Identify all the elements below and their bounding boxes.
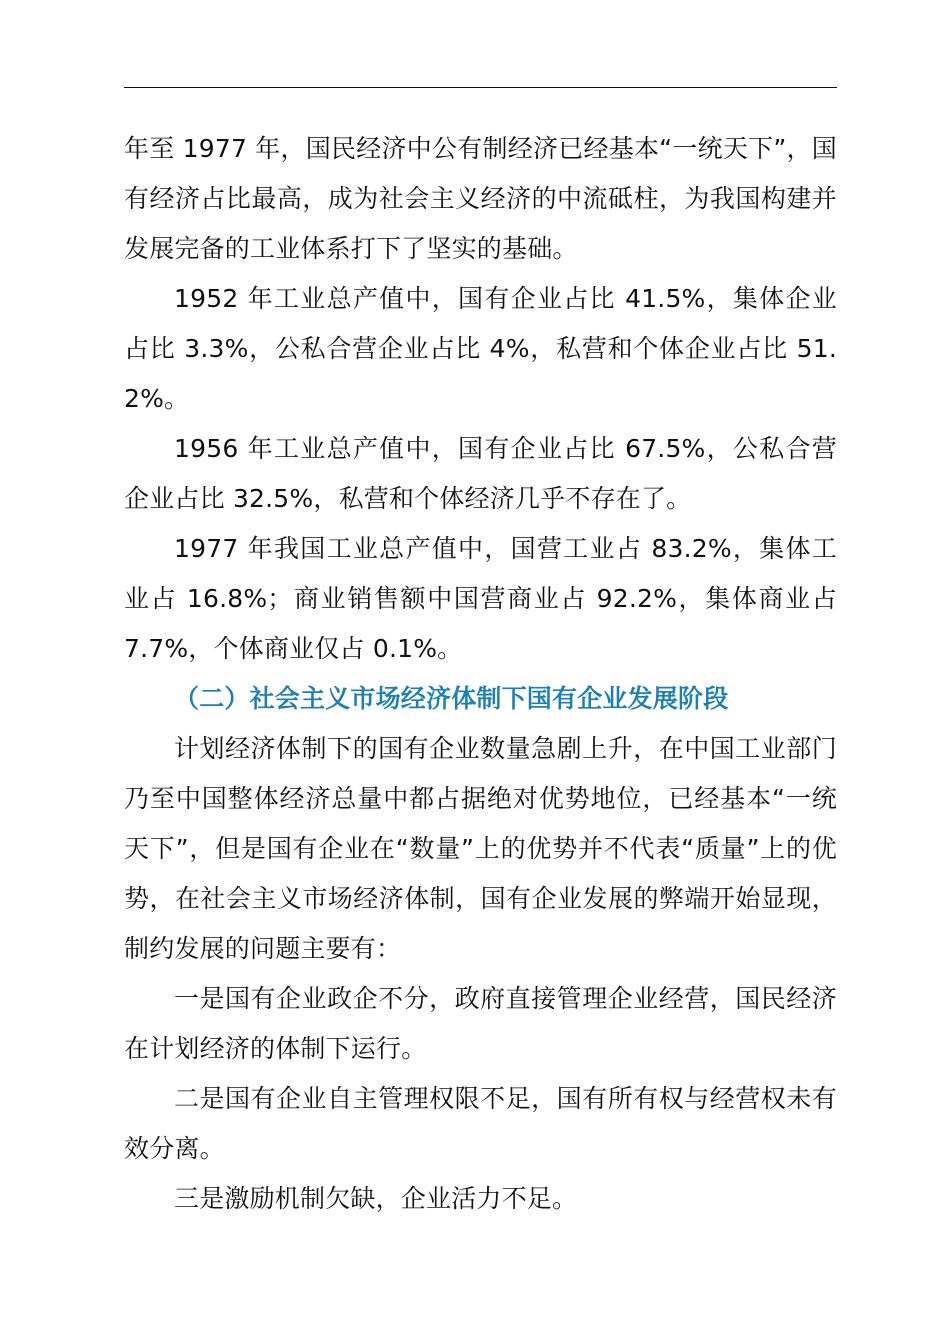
section-heading: （二）社会主义市场经济体制下国有企业发展阶段 [174, 684, 729, 713]
paragraph-problems-intro: 计划经济体制下的国有企业数量急剧上升，在中国工业部门乃至中国整体经济总量中都占据绝对优势地位，已经基本“一统天下”，但是国有企业在“数量”上的优势并不代表“质量”上的优势，在社会主义市场经济体制，国有企业发展的弊端开始显现，制约发展的问题主要有： [124, 734, 837, 963]
paragraph-problem-2: 二是国有企业自主管理权限不足，国有所有权与经营权未有效分离。 [124, 1084, 837, 1163]
paragraph-1952-stats: 1952 年工业总产值中，国有企业占比 41.5%，集体企业占比 3.3%，公私合营企业占比 4%，私营和个体企业占比 51.2%。 [124, 284, 837, 413]
paragraph-1956-stats: 1956 年工业总产值中，国有企业占比 67.5%，公私合营企业占比 32.5%，私营和个体经济几乎不存在了。 [124, 434, 837, 513]
paragraph-problem-1: 一是国有企业政企不分，政府直接管理企业经营，国民经济在计划经济的体制下运行。 [124, 984, 837, 1063]
paragraph-problem-3: 三是激励机制欠缺，企业活力不足。 [174, 1184, 578, 1213]
paragraph-continuation: 年至 1977 年，国民经济中公有制经济已经基本“一统天下”，国有经济占比最高，成为社会主义经济的中流砥柱，为我国构建并发展完备的工业体系打下了坚实的基础。 [124, 134, 837, 263]
header-rule [124, 87, 837, 88]
paragraph-1977-stats: 1977 年我国工业总产值中，国营工业占 83.2%，集体工业占 16.8%；商业销售额中国营商业占 92.2%，集体商业占 7.7%，个体商业仅占 0.1%。 [124, 534, 837, 663]
document-body [124, 124, 837, 1224]
